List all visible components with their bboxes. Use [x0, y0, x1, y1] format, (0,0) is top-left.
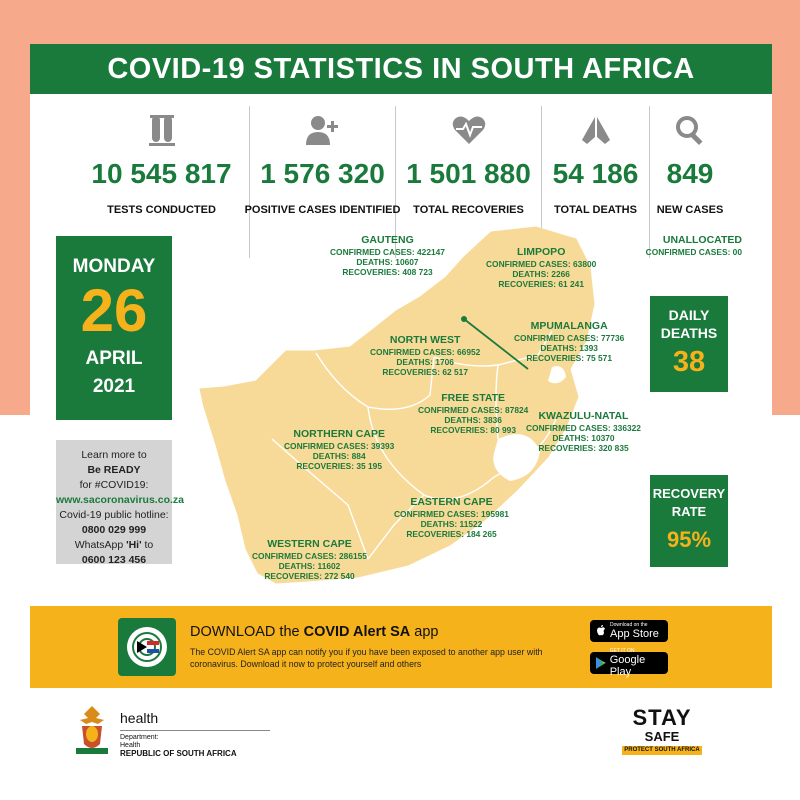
region-north-west — [370, 334, 480, 377]
daily-deaths-value: 38 — [672, 346, 706, 378]
mpumalanga-recoveries: RECOVERIES: 75 571 — [526, 353, 612, 363]
health-label: health — [120, 710, 159, 726]
western-cape-recoveries: RECOVERIES: 272 540 — [264, 571, 355, 581]
mpumalanga-deaths: DEATHS: 1393 — [540, 343, 598, 353]
eastern-cape-name: EASTERN CAPE — [410, 496, 493, 508]
stay-safe-logo — [622, 706, 702, 762]
app-description: The COVID Alert SA app can notify you if you have been exposed to another app user with coronavirus. Download it now to protect yourself and others — [190, 647, 543, 669]
safe-text: SAFE — [644, 729, 680, 744]
recovery-rate-box — [650, 475, 728, 567]
north-west-deaths: DEATHS: 1706 — [396, 357, 454, 367]
kwazulu-natal-deaths: DEATHS: 10370 — [552, 433, 615, 443]
mpumalanga-confirmed: CONFIRMED CASES: 77736 — [514, 333, 625, 343]
free-state-name: FREE STATE — [441, 392, 506, 404]
limpopo-deaths: DEATHS: 2266 — [512, 269, 570, 279]
info-whatsapp-pre: WhatsApp — [74, 539, 127, 551]
info-hotline: 0800 029 999 — [81, 524, 147, 536]
dept-line3: REPUBLIC OF SOUTH AFRICA — [120, 749, 237, 758]
kwazulu-natal-recoveries: RECOVERIES: 320 835 — [538, 443, 629, 453]
limpopo-recoveries: RECOVERIES: 61 241 — [498, 279, 584, 289]
limpopo-name: LIMPOPO — [516, 246, 566, 258]
recovery-rate-label1: RECOVERY — [652, 486, 726, 501]
app-title — [190, 624, 438, 640]
coat-of-arms-icon — [70, 704, 114, 758]
kwazulu-natal-confirmed: CONFIRMED CASES: 336322 — [526, 423, 641, 433]
gauteng-dot — [461, 316, 467, 322]
northern-cape-recoveries: RECOVERIES: 35 195 — [296, 461, 382, 471]
region-eastern-cape — [394, 496, 509, 539]
daily-deaths-box — [650, 296, 728, 392]
eastern-cape-deaths: DEATHS: 11522 — [420, 519, 483, 529]
date-box — [56, 236, 172, 420]
kwazulu-natal-name: KWAZULU-NATAL — [538, 410, 629, 422]
app-store-main: App Store — [610, 628, 659, 640]
region-limpopo — [486, 246, 596, 289]
deaths-value: 54 186 — [552, 158, 639, 189]
unallocated-name: UNALLOCATED — [662, 234, 742, 246]
gauteng-recoveries: RECOVERIES: 408 723 — [342, 267, 433, 277]
new-cases-value: 849 — [666, 158, 714, 189]
recovery-rate-label2: RATE — [671, 504, 707, 519]
date-number: 26 — [80, 277, 148, 344]
western-cape-confirmed: CONFIRMED CASES: 286155 — [252, 551, 367, 561]
northern-cape-name: NORTHERN CAPE — [293, 428, 385, 440]
stay-text: STAY — [632, 705, 692, 730]
logo-divider — [120, 730, 270, 731]
date-month: APRIL — [85, 348, 143, 369]
positive-value: 1 576 320 — [260, 158, 385, 189]
region-kwazulu-natal — [526, 410, 641, 453]
app-title-pre: DOWNLOAD the — [190, 624, 304, 640]
infographic-card — [30, 44, 772, 760]
eastern-cape-recoveries: RECOVERIES: 184 265 — [406, 529, 497, 539]
apple-icon — [596, 625, 606, 637]
test-tubes-icon — [145, 108, 179, 152]
google-play-icon — [596, 657, 606, 669]
info-line2: Be READY — [87, 464, 141, 476]
info-whatsapp-post: to — [141, 539, 154, 551]
recoveries-value: 1 501 880 — [406, 158, 531, 189]
protect-sa-text: PROTECT SOUTH AFRICA — [622, 746, 702, 755]
info-whatsapp-hi: 'Hi' — [126, 539, 142, 551]
google-play-main: Google Play — [609, 654, 646, 678]
app-store-sub: Download on the — [610, 622, 648, 628]
info-box — [56, 440, 184, 566]
dept-line2: Health — [120, 742, 141, 749]
date-year: 2021 — [92, 376, 136, 397]
free-state-deaths: DEATHS: 3836 — [444, 415, 502, 425]
app-download-band — [30, 606, 772, 688]
tests-label: TESTS CONDUCTED — [107, 204, 216, 216]
praying-hands-icon — [578, 108, 614, 152]
gauteng-deaths: DEATHS: 10607 — [356, 257, 419, 267]
department-text — [120, 734, 237, 759]
northern-cape-confirmed: CONFIRMED CASES: 39393 — [284, 441, 395, 451]
google-play-button[interactable] — [590, 648, 668, 678]
title-bar — [30, 44, 772, 94]
region-northern-cape — [284, 428, 394, 471]
free-state-confirmed: CONFIRMED CASES: 87824 — [418, 405, 529, 415]
limpopo-confirmed: CONFIRMED CASES: 63800 — [486, 259, 597, 269]
north-west-recoveries: RECOVERIES: 62 517 — [382, 367, 468, 377]
mpumalanga-name: MPUMALANGA — [530, 320, 608, 332]
positive-label: POSITIVE CASES IDENTIFIED — [244, 204, 401, 216]
app-title-post: app — [410, 624, 439, 640]
page-title: COVID-19 STATISTICS IN SOUTH AFRICA — [107, 52, 695, 85]
add-person-icon — [305, 108, 341, 152]
western-cape-deaths: DEATHS: 11602 — [278, 561, 341, 571]
google-play-sub: GET IT ON — [609, 648, 635, 654]
info-whatsapp-number: 0600 123 456 — [81, 554, 147, 566]
recovery-rate-value: 95% — [666, 527, 712, 552]
unallocated-confirmed: CONFIRMED CASES: 00 — [645, 247, 742, 257]
heartbeat-icon — [451, 108, 487, 152]
region-unallocated — [642, 234, 742, 257]
region-mpumalanga — [514, 320, 624, 363]
gauteng-name: GAUTENG — [361, 234, 414, 246]
app-title-bold: COVID Alert SA — [303, 624, 411, 640]
info-url[interactable]: www.sacoronavirus.co.za — [56, 494, 184, 506]
western-cape-name: WESTERN CAPE — [267, 538, 352, 550]
app-store-button[interactable] — [590, 620, 668, 642]
dept-line1: Department: — [120, 734, 159, 741]
new-cases-label: NEW CASES — [656, 204, 724, 216]
deaths-label: TOTAL DEATHS — [554, 204, 637, 216]
info-line1: Learn more to — [81, 449, 147, 461]
northern-cape-deaths: DEATHS: 884 — [312, 451, 366, 461]
gauteng-confirmed: CONFIRMED CASES: 422147 — [330, 247, 445, 257]
info-hotline-label: Covid-19 public hotline: — [59, 509, 169, 521]
recoveries-label: TOTAL RECOVERIES — [413, 204, 524, 216]
free-state-recoveries: RECOVERIES: 80 993 — [430, 425, 516, 435]
info-line3: for #COVID19: — [79, 479, 149, 491]
region-gauteng — [330, 234, 445, 277]
region-free-state — [418, 392, 528, 435]
covid-alert-app-icon[interactable] — [118, 618, 176, 676]
daily-deaths-label1: DAILY — [668, 307, 710, 323]
magnifier-icon — [673, 108, 707, 152]
daily-deaths-label2: DEATHS — [660, 325, 718, 341]
region-western-cape — [252, 538, 367, 581]
date-day: MONDAY — [72, 256, 156, 277]
department-health-logo — [70, 704, 280, 760]
north-west-confirmed: CONFIRMED CASES: 66952 — [370, 347, 481, 357]
north-west-name: NORTH WEST — [389, 334, 461, 346]
eastern-cape-confirmed: CONFIRMED CASES: 195981 — [394, 509, 509, 519]
tests-value: 10 545 817 — [91, 158, 232, 189]
